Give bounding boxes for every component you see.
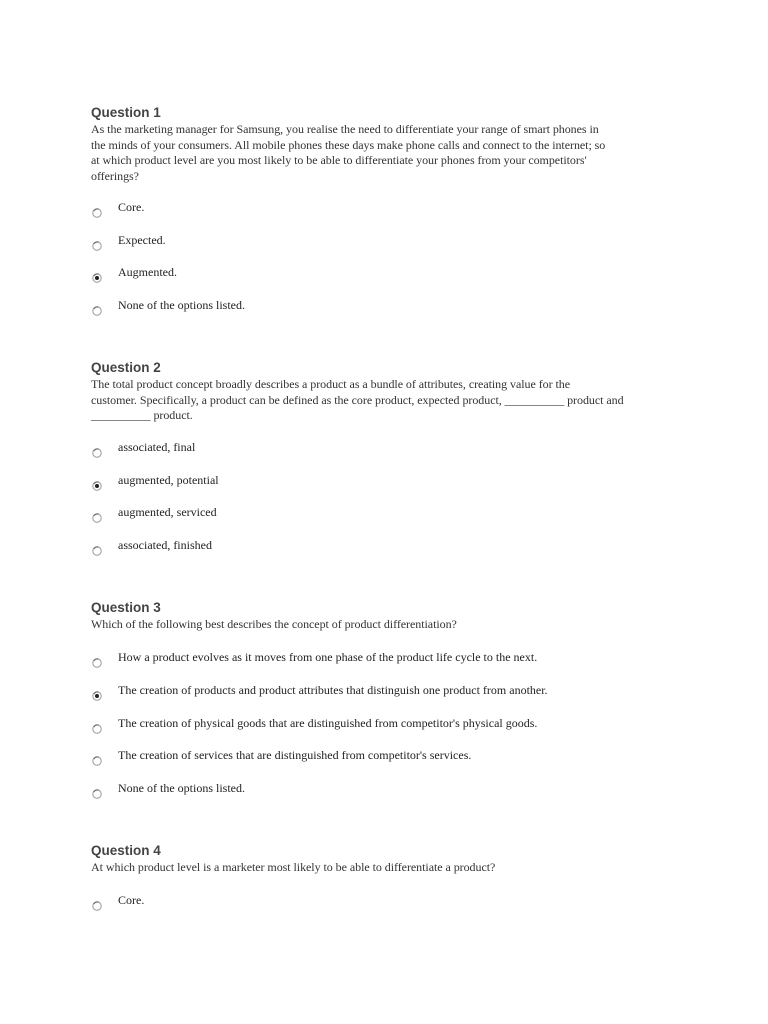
answer-option-label: associated, finished [118,538,212,552]
question-text-line: customer. Specifically, a product can be defined as the core product, expected product, __________ product and [91,392,624,407]
radio-checked-icon [92,481,102,491]
question-text [91,617,691,633]
radio-unchecked-icon [92,546,102,556]
radio-unchecked-icon [92,448,102,458]
answer-option-label: augmented, serviced [118,505,217,519]
answer-option-label: The creation of services that are distinguished from competitor's services. [118,748,472,762]
question-title: Question 3 [91,600,161,615]
radio-unchecked-icon [92,513,102,523]
question-3 [91,599,691,633]
radio-button[interactable] [92,513,102,523]
radio-checked-icon [92,691,102,701]
radio-button-selected[interactable] [92,691,102,701]
question-text-line: offerings? [91,168,139,183]
question-text [91,377,691,424]
question-4 [91,842,691,876]
answer-option-label: Augmented. [118,265,177,279]
question-text-line: Which of the following best describes the concept of product differentiation? [91,617,457,631]
question-title: Question 2 [91,360,161,375]
answer-option-label: Core. [118,200,145,214]
answer-option-label: How a product evolves as it moves from one phase of the product life cycle to the next. [118,650,538,664]
radio-button[interactable] [92,306,102,316]
answer-option-label: Expected. [118,233,166,247]
radio-unchecked-icon [92,241,102,251]
radio-button[interactable] [92,724,102,734]
question-text-line: The total product concept broadly describes a product as a bundle of attributes, creating value for the [91,377,571,391]
radio-button[interactable] [92,241,102,251]
radio-button[interactable] [92,448,102,458]
radio-unchecked-icon [92,724,102,734]
answer-option-label: The creation of products and product attributes that distinguish one product from another. [118,683,548,697]
radio-button[interactable] [92,546,102,556]
radio-button-selected[interactable] [92,481,102,491]
answer-option-label: augmented, potential [118,473,219,487]
radio-unchecked-icon [92,789,102,799]
radio-button[interactable] [92,789,102,799]
question-title: Question 4 [91,843,161,858]
answer-option-label: The creation of physical goods that are distinguished from competitor's physical goods. [118,716,538,730]
radio-checked-icon [92,273,102,283]
radio-button[interactable] [92,658,102,668]
radio-unchecked-icon [92,658,102,668]
radio-unchecked-icon [92,306,102,316]
question-text-line: As the marketing manager for Samsung, you realise the need to differentiate your range of smart phones in [91,122,599,136]
question-text [91,122,691,184]
radio-button[interactable] [92,901,102,911]
answer-option-label: associated, final [118,440,196,454]
radio-unchecked-icon [92,756,102,766]
question-1 [91,104,691,184]
question-title: Question 1 [91,105,161,120]
radio-unchecked-icon [92,901,102,911]
question-text-line: __________ product. [91,408,193,422]
question-text [91,860,691,876]
question-text-line: at which product level are you most likely to be able to differentiate your phones from your competitors' [91,153,587,167]
radio-button[interactable] [92,208,102,218]
radio-button[interactable] [92,756,102,766]
answer-option-label: None of the options listed. [118,298,245,312]
radio-unchecked-icon [92,208,102,218]
answer-option-label: Core. [118,893,145,907]
question-2 [91,359,691,424]
question-text-line: the minds of your consumers. All mobile phones these days make phone calls and connect to the internet; so [91,137,606,152]
question-text-line: At which product level is a marketer most likely to be able to differentiate a product? [91,860,496,874]
answer-option-label: None of the options listed. [118,781,245,795]
radio-button-selected[interactable] [92,273,102,283]
